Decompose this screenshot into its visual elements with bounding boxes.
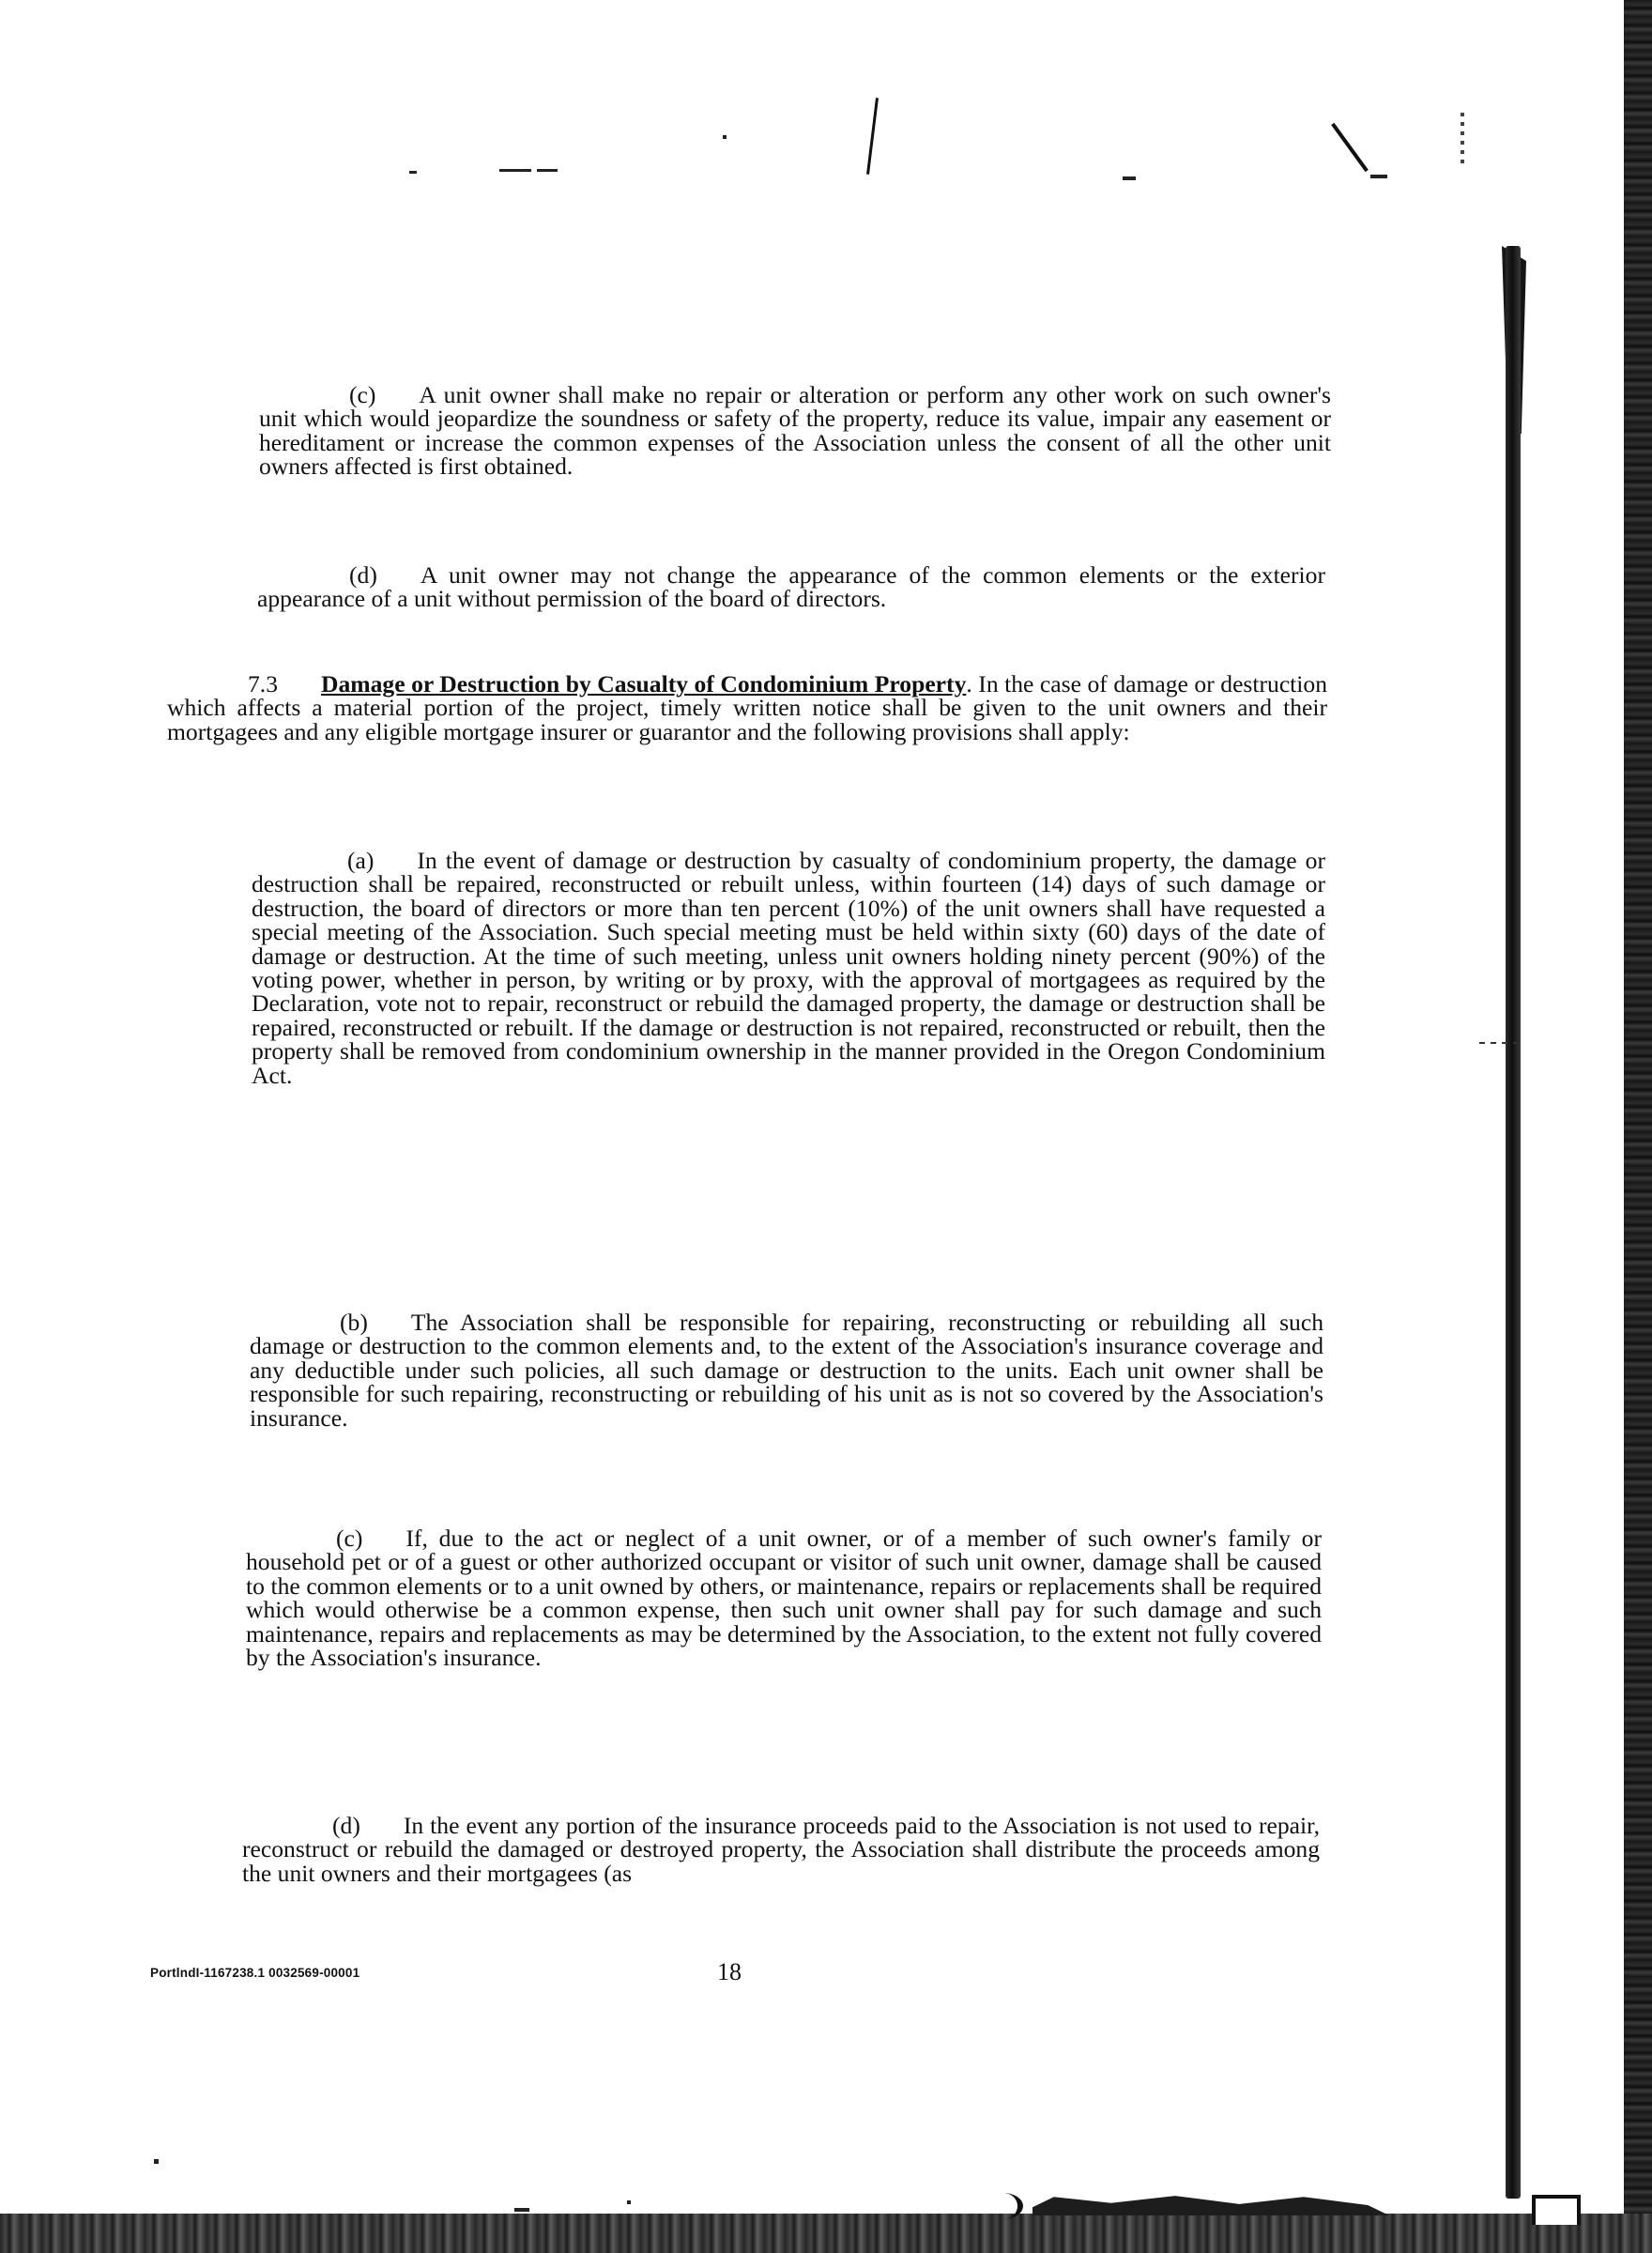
scan-speck (537, 169, 558, 172)
scan-mark-top (866, 98, 879, 175)
section-7-3 (167, 672, 1327, 743)
paragraph-label: (c) (349, 381, 376, 408)
scan-speck (627, 2200, 631, 2204)
paragraph-text: If, due to the act or neglect of a unit owner, or of a member of such owner's family or household pet or of a guest or other authorized occupant or visitor of such unit owner, damage shall be caused to the common elements or to a unit owned by others, or maintenance, repairs or replacements shall be required which would otherwise be a common expense, then such unit owner shall pay for such damage and such maintenance, repairs and replacements as may be determined by the Association, to the extent not fully covered by the Association's insurance. (246, 1525, 1322, 1672)
paragraph-7-3-b (250, 1310, 1323, 1430)
scan-speck (1461, 113, 1464, 169)
scan-speck (1370, 175, 1387, 178)
scan-speck (1123, 176, 1136, 180)
scan-speck (499, 169, 531, 172)
section-number: 7.3 (248, 670, 278, 697)
scan-dash-line (1479, 1042, 1517, 1044)
scan-bar-right (1506, 246, 1521, 2199)
scan-blot-bottom (1032, 2195, 1389, 2215)
section-text: . In the case of damage or destruction which affects a material portion of the project, timely written notice shall be given to the unit owners and their mortgagees and any eligible mortgage insurer or guarantor and the following provisions shall apply: (167, 670, 1327, 745)
paragraph-label: (d) (349, 561, 377, 589)
scan-edge-bottom (0, 2214, 1652, 2253)
scan-stroke-top (1331, 123, 1369, 173)
paragraph-7-2-c (259, 383, 1331, 479)
section-heading: Damage or Destruction by Casualty of Condominium Property (321, 670, 967, 697)
paragraph-label: (b) (340, 1309, 368, 1336)
paragraph-7-3-a (252, 849, 1325, 1087)
paragraph-text: The Association shall be responsible for repairing, reconstructing or rebuilding all such damage or destruction to the common elements and, to the extent of the Association's insurance coverage and any deductible under such policies, all such damage or destruction to the units. Each unit owner shall be responsible for such repairing, reconstructing or rebuilding of his unit as is not so covered by the Association's insurance. (250, 1309, 1323, 1432)
paragraph-label: (d) (332, 1812, 360, 1839)
scan-corner-box (1532, 2195, 1581, 2225)
paragraph-7-3-c (246, 1525, 1322, 1672)
scan-edge-right (1624, 0, 1652, 2253)
paragraph-label: (a) (347, 847, 375, 874)
paragraph-text: A unit owner shall make no repair or alteration or perform any other work on such owner's unit which would jeopardize the soundness or safety of the property, reduce its value, impair any easement or hereditament or increase the common expenses of the Association unless the consent of all the other unit owners affected is first obtained. (259, 381, 1331, 481)
paragraph-text: A unit owner may not change the appearance of the common elements or the exterior appearance of a unit without permission of the board of directors. (257, 561, 1325, 613)
scan-speck (723, 135, 727, 139)
scan-speck (984, 2193, 1023, 2219)
paragraph-text: In the event any portion of the insurance proceeds paid to the Association is not used to repair, reconstruct or rebuild the damaged or destroyed property, the Association shall distribute the proceeds among the unit owners and their mortgagees (as (242, 1812, 1320, 1887)
page-number: 18 (717, 1958, 742, 1985)
paragraph-7-3-d (242, 1814, 1320, 1885)
footer-document-id: PortlndI-1167238.1 0032569-00001 (150, 1966, 360, 1980)
paragraph-label: (c) (336, 1525, 363, 1552)
paragraph-text: In the event of damage or destruction by casualty of condominium property, the damage or destruction shall be repaired, reconstructed or rebuilt unless, within fourteen (14) days of such damage or destruction, the board of directors or more than ten percent (10%) of the unit owners shall have requested a special meeting of the Association. Such special meeting must be held within sixty (60) days of the date of damage or destruction. At the time of such meeting, unless unit owners holding ninety percent (90%) of the voting power, whether in person, by writing or by proxy, with the approval of mortgagees as required by the Declaration, vote not to repair, reconstruct or rebuild the damaged property, the damage or destruction shall be repaired, reconstructed or rebuilt. If the damage or destruction is not repaired, reconstructed or rebuilt, then the property shall be removed from condominium ownership in the manner provided in the Oregon Condominium Act. (252, 847, 1325, 1089)
scan-speck (514, 2208, 529, 2212)
scan-speck (409, 171, 417, 174)
scan-speck (154, 2159, 159, 2164)
paragraph-7-2-d (257, 563, 1325, 611)
